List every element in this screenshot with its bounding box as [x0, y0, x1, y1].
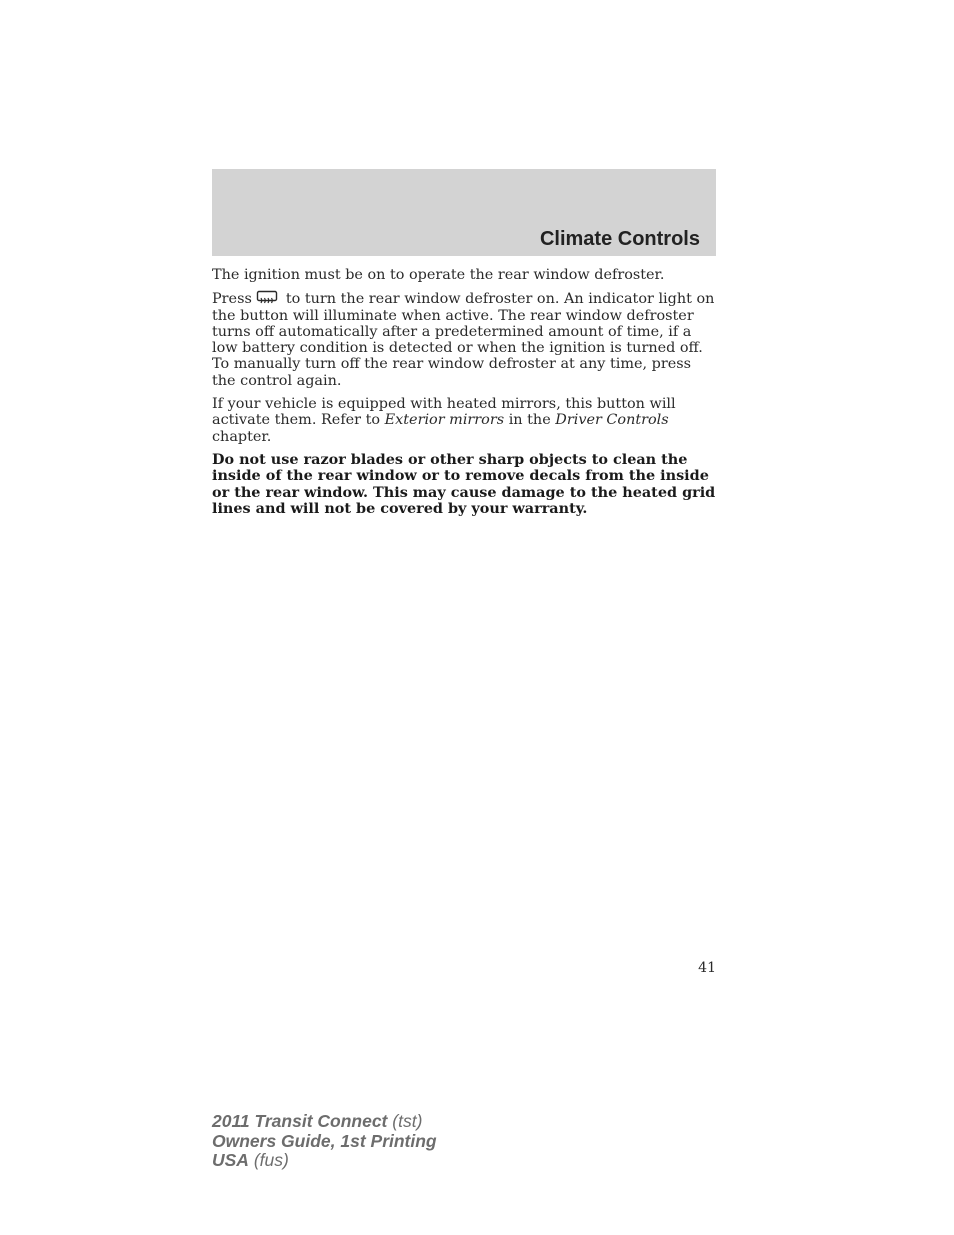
ref-driver-controls: Driver Controls: [555, 412, 669, 429]
footer-region-code: (fus): [253, 1150, 289, 1170]
footer-region: USA: [212, 1150, 249, 1170]
rear-defrost-icon: [256, 290, 278, 306]
paragraph-defroster: [212, 290, 716, 389]
footer-line-2: [212, 1132, 437, 1152]
mirrors-text-3: chapter.: [212, 428, 272, 445]
paragraph-ignition: The ignition must be on to operate the rear window defroster.: [212, 267, 665, 283]
page-number: 41: [698, 960, 716, 976]
footer: [212, 1112, 437, 1171]
warning-paragraph: Do not use razor blades or other sharp objects to clean the inside of the rear window or to remove decals from the inside or the rear window. This may cause damage to the heated grid lines and will not be covered by your warranty.: [212, 450, 716, 517]
ref-exterior-mirrors: Exterior mirrors: [384, 412, 505, 429]
mirrors-text-2: in the: [508, 412, 551, 429]
section-title: Climate Controls: [539, 228, 700, 250]
footer-guide: Owners Guide, 1st Printing: [212, 1130, 437, 1151]
footer-model: 2011 Transit Connect: [212, 1111, 388, 1131]
defroster-text: to turn the rear window defroster on. An indicator light on the button will illuminate when active. The rear window defroster turns off automatically after a predetermined amount of time, if a low battery condition is detected or when the ignition is turned off. To manually turn off the rear window defroster at any time, press the control again.: [212, 291, 715, 389]
mirrors-text-1: If your vehicle is equipped with heated mirrors, this button will activate them. Refer to: [212, 396, 676, 429]
footer-line-1: [212, 1112, 437, 1132]
footer-line-3: [212, 1151, 437, 1171]
paragraph-mirrors: [212, 396, 716, 445]
body-content: [212, 267, 716, 524]
section-header-band: [212, 169, 716, 256]
press-text: Press: [212, 291, 252, 308]
footer-model-code: (tst): [392, 1111, 423, 1131]
